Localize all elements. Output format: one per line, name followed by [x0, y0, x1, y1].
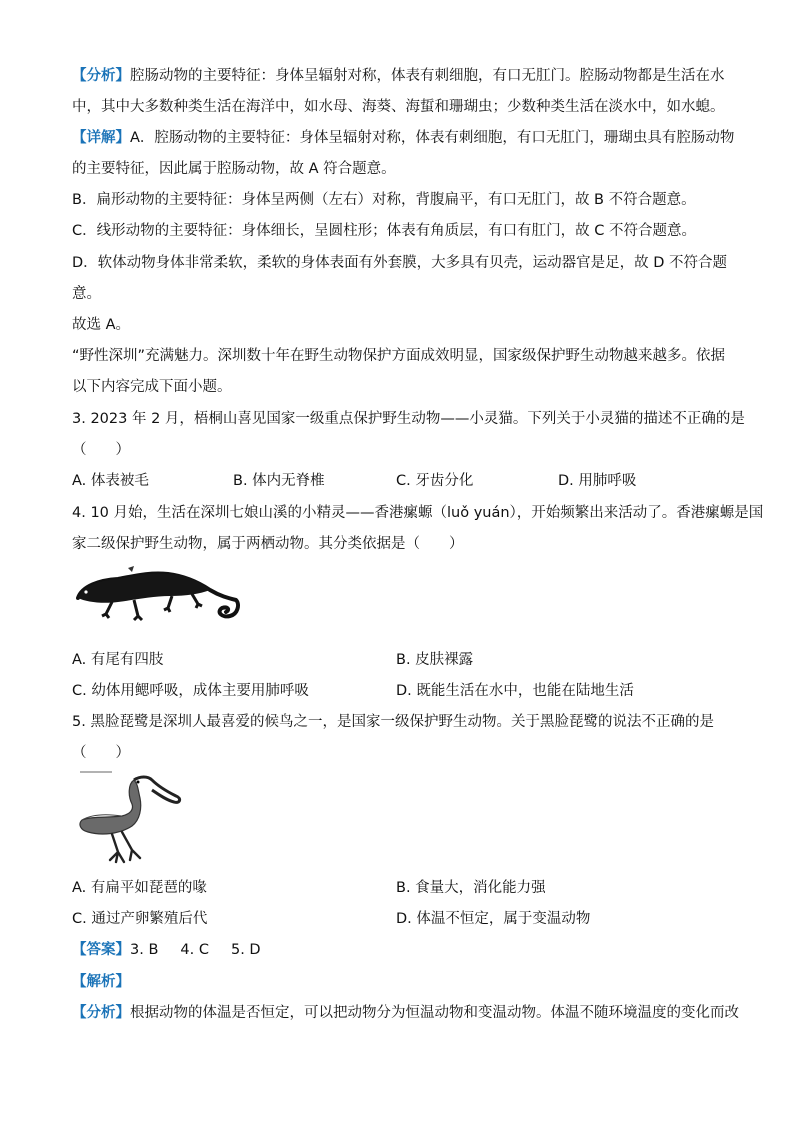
- analysis-section-heading: 【解析】: [72, 974, 130, 990]
- intro-line-2: 以下内容完成下面小题。: [72, 379, 232, 395]
- q3-stem-2: （ ）: [72, 442, 130, 458]
- q4-option-c: C. 幼体用鳃呼吸，成体主要用肺呼吸: [72, 683, 309, 699]
- answer-3: 3. B: [130, 942, 159, 958]
- detail-option-d-2: 意。: [72, 286, 101, 302]
- q4-option-a: A. 有尾有四肢: [72, 652, 164, 668]
- q4-stem-1: 4. 10 月始，生活在深圳七娘山溪的小精灵——香港瘰螈（luǒ yuán），开始频繁出来活动了。香港瘰螈是国: [72, 505, 764, 521]
- q4-option-d: D. 既能生活在水中，也能在陆地生活: [396, 683, 634, 699]
- detail-line-2: 的主要特征，因此属于腔肠动物，故 A 符合题意。: [72, 161, 396, 177]
- analysis-tag: 【分析】: [72, 68, 130, 84]
- q5-option-d: D. 体温不恒定，属于变温动物: [396, 911, 591, 927]
- answer-line: [72, 940, 261, 960]
- q3-stem-1: 3. 2023 年 2 月，梧桐山喜见国家一级重点保护野生动物——小灵猫。下列关于小灵猫的描述不正确的是: [72, 411, 745, 427]
- q3-option-a: A. 体表被毛: [72, 473, 149, 489]
- q5-stem-2: （ ）: [72, 745, 130, 761]
- analysis2-tag: 【分析】: [72, 1005, 130, 1021]
- detail-choice: 故选 A。: [72, 317, 131, 333]
- q3-option-b: B. 体内无脊椎: [233, 473, 325, 489]
- q5-option-a: A. 有扁平如琵琶的喙: [72, 880, 207, 896]
- answer-tag: 【答案】: [72, 942, 130, 958]
- q5-option-c: C. 通过产卵繁殖后代: [72, 911, 208, 927]
- q3-option-c: C. 牙齿分化: [396, 473, 474, 489]
- answer-5: 5. D: [230, 942, 261, 958]
- detail-option-d-1: D．软体动物身体非常柔软，柔软的身体表面有外套膜，大多具有贝壳，运动器官是足，故 D 不符合题: [72, 255, 728, 271]
- analysis-line-1: 【分析】腔肠动物的主要特征：身体呈辐射对称，体表有刺细胞，有口无肛门。腔肠动物都是生活在水: [72, 68, 725, 84]
- q4-stem-2: 家二级保护野生动物，属于两栖动物。其分类依据是（ ）: [72, 536, 464, 552]
- q5-option-b: B. 食量大，消化能力强: [396, 880, 546, 896]
- analysis-line-2: 中，其中大多数种类生活在海洋中，如水母、海葵、海蜇和珊瑚虫；少数种类生活在淡水中，如水螅。: [72, 99, 725, 115]
- q3-option-d: D. 用肺呼吸: [558, 473, 637, 489]
- q5-stem-1: 5. 黑脸琵鹭是深圳人最喜爱的候鸟之一，是国家一级保护野生动物。关于黑脸琵鹭的说法不正确的是: [72, 714, 714, 730]
- answer-4: 4. C: [180, 942, 209, 958]
- q4-option-b: B. 皮肤裸露: [396, 652, 474, 668]
- detail-option-c: C．线形动物的主要特征：身体细长，呈圆柱形；体表有角质层，有口有肛门，故 C 不符合题意。: [72, 223, 696, 239]
- detail-line-1: 【详解】A．腔肠动物的主要特征：身体呈辐射对称，体表有刺细胞，有口无肛门，珊瑚虫具有腔肠动物: [72, 130, 735, 146]
- intro-line-1: “野性深圳”充满魅力。深圳数十年在野生动物保护方面成效明显，国家级保护野生动物越来越多。依据: [72, 348, 726, 364]
- detail-tag: 【详解】: [72, 130, 130, 146]
- newt-image: [72, 564, 244, 636]
- analysis2-line-1: 【分析】根据动物的体温是否恒定，可以把动物分为恒温动物和变温动物。体温不随环境温度的变化而改: [72, 1005, 739, 1021]
- spoonbill-image: [72, 770, 184, 865]
- detail-option-b: B．扁形动物的主要特征：身体呈两侧（左右）对称，背腹扁平，有口无肛门，故 B 不符合题意。: [72, 192, 696, 208]
